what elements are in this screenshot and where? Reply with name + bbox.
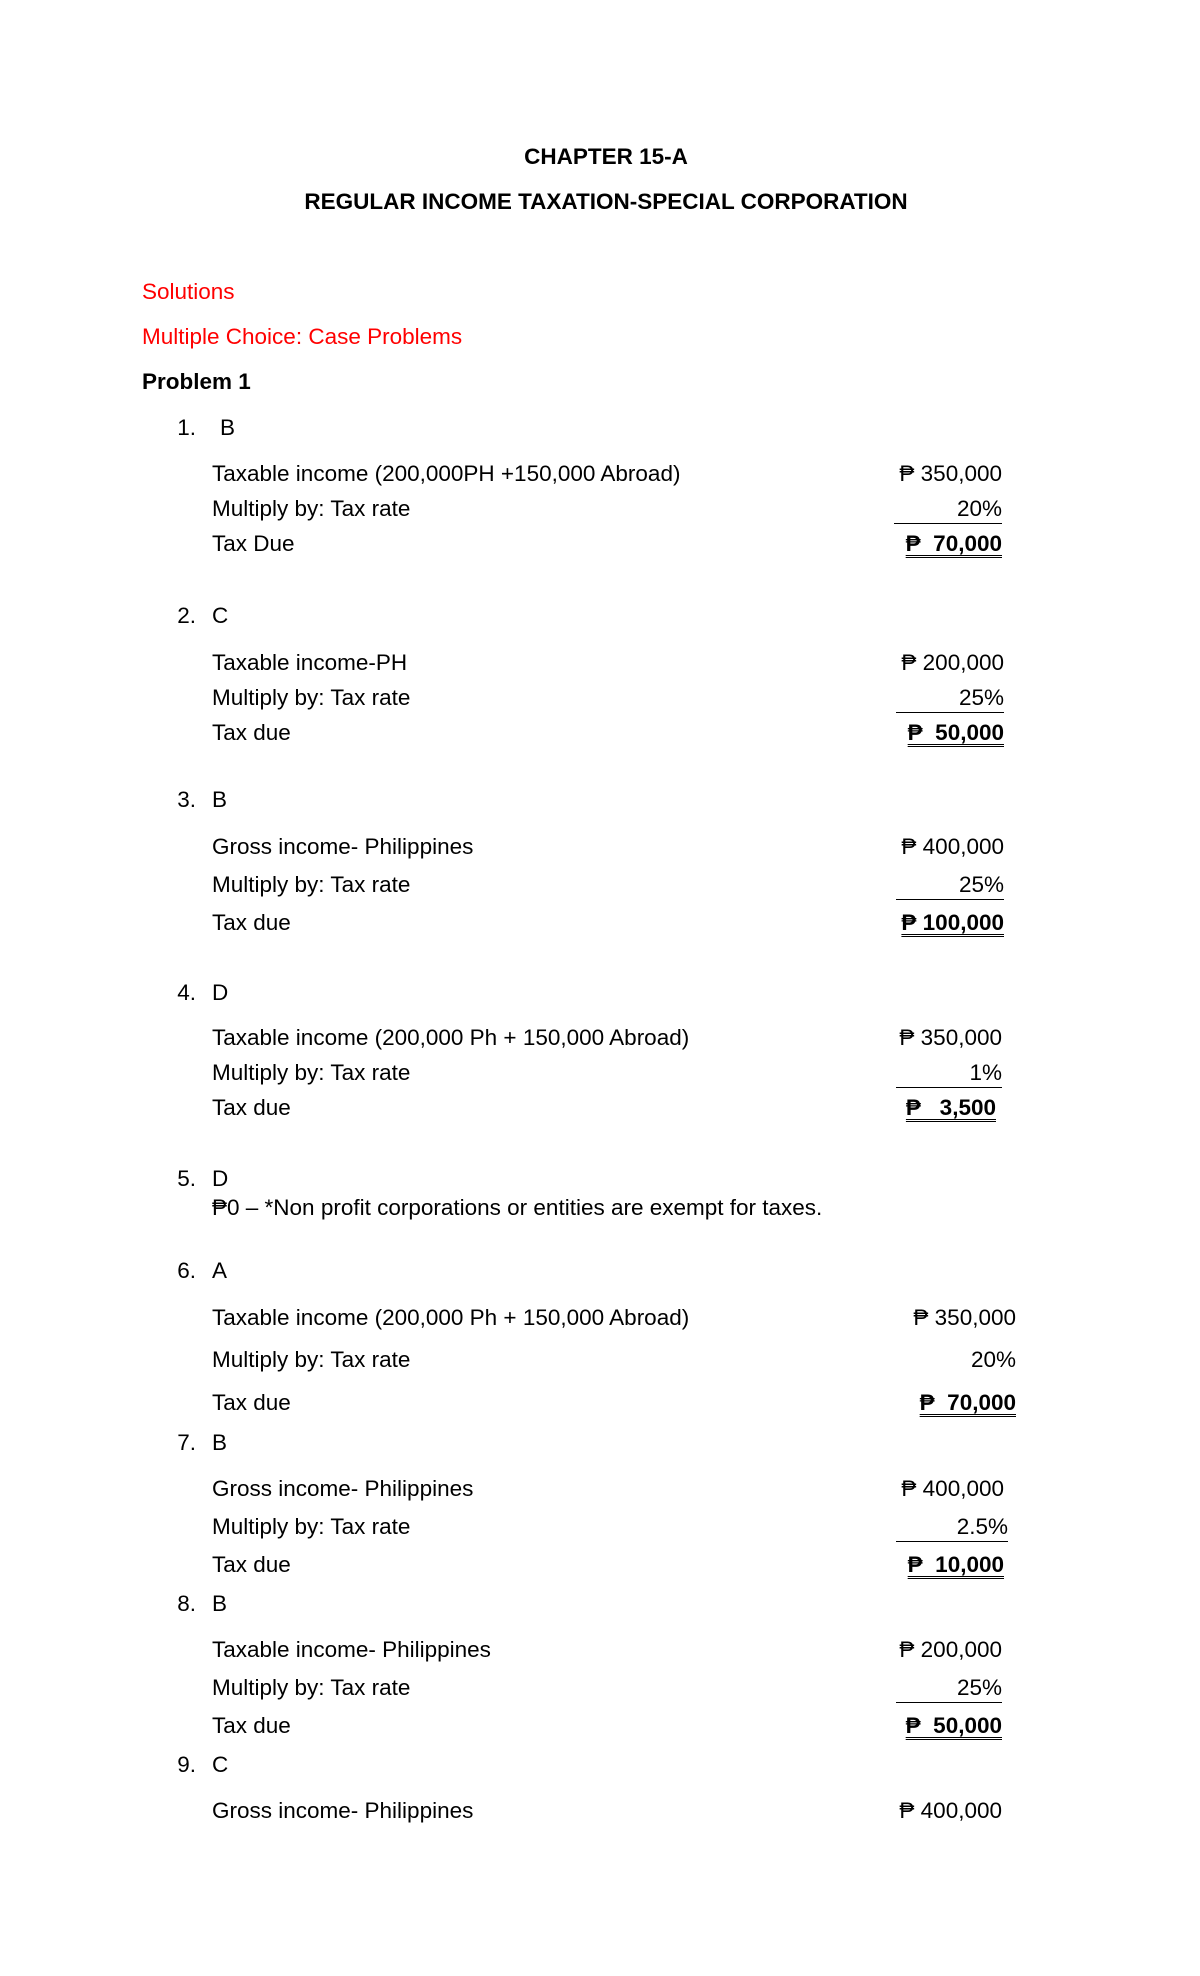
row-value: ₱ 350,000: [899, 461, 1002, 486]
row-label: Gross income- Philippines: [212, 1798, 474, 1823]
row-label: Tax Due: [212, 531, 295, 556]
row-label: Taxable income- Philippines: [212, 1637, 491, 1662]
item-number: 7.: [177, 1430, 196, 1455]
item-number: 3.: [177, 787, 196, 812]
solutions-heading: Solutions: [142, 279, 235, 304]
row-label: Gross income- Philippines: [212, 1476, 474, 1501]
row-label: Tax due: [212, 720, 291, 745]
item-number: 4.: [177, 980, 196, 1005]
row-label: Gross income- Philippines: [212, 834, 474, 859]
item-number: 5.: [177, 1166, 196, 1191]
item-answer: B: [220, 415, 236, 440]
row-label: Tax due: [212, 1713, 291, 1738]
item-answer: D: [212, 980, 229, 1005]
problem-heading: Problem 1: [142, 369, 251, 394]
row-value: 20%: [970, 1347, 1016, 1372]
row-value: 25%: [896, 1677, 1002, 1703]
row-value: ₱ 400,000: [901, 1476, 1004, 1501]
item-number: 2.: [177, 603, 196, 628]
row-label: Tax due: [212, 910, 291, 935]
row-label: Multiply by: Tax rate: [212, 1060, 411, 1085]
item-answer: A: [212, 1258, 228, 1283]
item-answer: B: [212, 787, 228, 812]
row-total: ₱ 10,000: [907, 1552, 1004, 1577]
section-subtitle: Multiple Choice: Case Problems: [142, 324, 463, 349]
row-total: ₱ 70,000: [905, 531, 1002, 556]
chapter-title: REGULAR INCOME TAXATION-SPECIAL CORPORATION: [304, 189, 908, 214]
item-number: 6.: [177, 1258, 196, 1283]
row-total: ₱ 50,000: [907, 720, 1004, 745]
row-value: 25%: [896, 687, 1004, 713]
row-value: ₱ 200,000: [901, 650, 1004, 675]
row-label: Multiply by: Tax rate: [212, 685, 411, 710]
row-label: Multiply by: Tax rate: [212, 872, 411, 897]
row-label: Taxable income-PH: [212, 650, 408, 675]
row-value: 20%: [894, 498, 1002, 524]
row-label: Multiply by: Tax rate: [212, 1514, 411, 1539]
row-label: Taxable income (200,000PH +150,000 Abroad): [212, 461, 681, 486]
row-label: Multiply by: Tax rate: [212, 1675, 411, 1700]
item-note: ₱0 – *Non profit corporations or entities are exempt for taxes.: [212, 1195, 823, 1220]
item-number: 9.: [177, 1752, 196, 1777]
row-value: ₱ 350,000: [913, 1305, 1016, 1330]
row-total: ₱ 70,000: [919, 1390, 1016, 1415]
row-label: Taxable income (200,000 Ph + 150,000 Abroad): [212, 1025, 690, 1050]
item-number: 8.: [177, 1591, 196, 1616]
row-label: Tax due: [212, 1095, 291, 1120]
item-answer: C: [212, 603, 229, 628]
row-value: 25%: [896, 874, 1004, 900]
item-answer: C: [212, 1752, 229, 1777]
row-total: ₱ 3,500: [905, 1095, 996, 1120]
item-answer: D: [212, 1166, 229, 1191]
item-answer: B: [212, 1591, 228, 1616]
row-value: 1%: [896, 1062, 1002, 1088]
row-label: Multiply by: Tax rate: [212, 1347, 411, 1372]
row-label: Tax due: [212, 1390, 291, 1415]
row-value: ₱ 400,000: [899, 1798, 1002, 1823]
chapter-heading: CHAPTER 15-A: [524, 144, 688, 169]
row-value: ₱ 200,000: [899, 1637, 1002, 1662]
row-value: 2.5%: [896, 1516, 1008, 1542]
row-label: Taxable income (200,000 Ph + 150,000 Abroad): [212, 1305, 690, 1330]
row-value: ₱ 400,000: [901, 834, 1004, 859]
row-total: ₱ 100,000: [901, 910, 1004, 935]
item-answer: B: [212, 1430, 228, 1455]
row-total: ₱ 50,000: [905, 1713, 1002, 1738]
item-number: 1.: [177, 415, 196, 440]
row-label: Tax due: [212, 1552, 291, 1577]
row-value: ₱ 350,000: [899, 1025, 1002, 1050]
row-label: Multiply by: Tax rate: [212, 496, 411, 521]
